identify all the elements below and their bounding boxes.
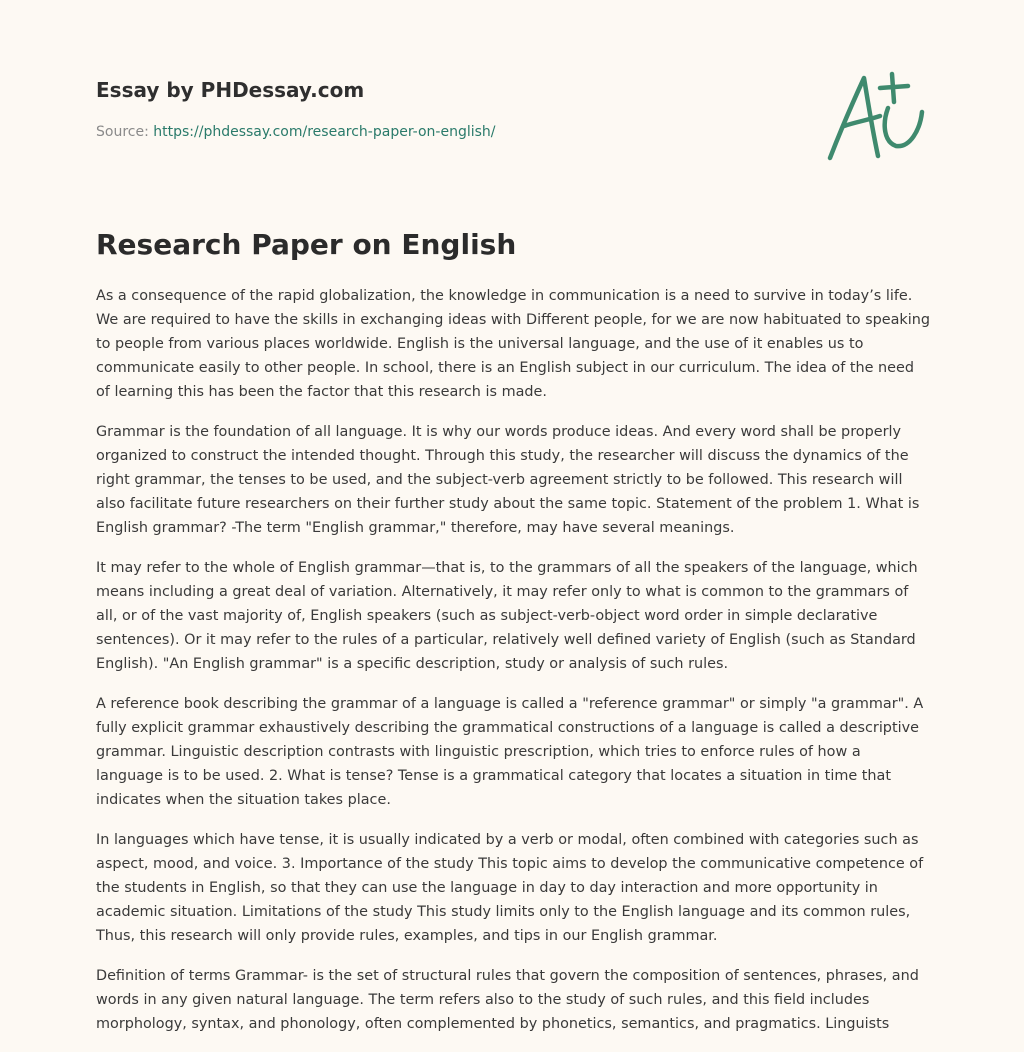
a-plus-grade-icon [822,66,932,166]
paragraph: It may refer to the whole of English grammar—that is, to the grammars of all the speakers of the language, which means including a great deal of variation. Alternatively, it may refer only to what is common to the grammars of all, or of the vast majority of, English speakers (such as subject-verb-object word order in simple declarative sentences). Or it may refer to the rules of a particular, relatively well defined variety of English (such as Standard English). "An English grammar" is a specific description, study or analysis of such rules. [96,560,918,672]
paragraph: In languages which have tense, it is usually indicated by a verb or modal, often combined with categories such as aspect, mood, and voice. 3. Importance of the study This topic aims to develop the communicative competence of the students in English, so that they can use the language in day to day interaction and more opportunity in academic situation. Limitations of the study This study limits only to the English language and its common rules, Thus, this research will only provide rules, examples, and tips in our English grammar. [96,832,924,944]
source-label: Source: [96,124,154,140]
paragraph: Grammar is the foundation of all language. It is why our words produce ideas. And every word shall be properly organized to construct the intended thought. Through this study, the researcher will discuss the dynamics of the right grammar, the tenses to be used, and the subject-verb agreement strictly to be followed. This research will also facilitate future researchers on their further study about the same topic. Statement of the problem 1. What is English grammar? -The term "English grammar," therefore, may have several meanings. [96,424,920,536]
paragraph: Definition of terms Grammar- is the set of structural rules that govern the composition of sentences, phrases, and words in any given natural language. The term refers also to the study of such rules, and this field includes morphology, syntax, and phonology, often complemented by phonetics, semantics, and pragmatics. Linguists [96,968,919,1032]
article-body [96,284,932,1052]
essay-header [96,76,796,142]
site-brand: Essay by PHDessay.com [96,78,365,102]
source-line [96,122,796,142]
paragraph: A reference book describing the grammar of a language is called a "reference grammar" or simply "a grammar". A fully explicit grammar exhaustively describing the grammatical constructions of a language is called a descriptive grammar. Linguistic description contrasts with linguistic prescription, which tries to enforce rules of how a language is to be used. 2. What is tense? Tense is a grammatical category that locates a situation in time that indicates when the situation takes place. [96,696,924,808]
article-title: Research Paper on English [96,228,517,261]
paragraph: As a consequence of the rapid globalization, the knowledge in communication is a need to survive in today’s life. We are required to have the skills in exchanging ideas with Different people, for we are now habituated to speaking to people from various places worldwide. English is the universal language, and the use of it enables us to communicate easily to other people. In school, there is an English subject in our curriculum. The idea of the need of learning this has been the factor that this research is made. [96,288,931,400]
source-link[interactable]: https://phdessay.com/research-paper-on-english/ [153,124,496,140]
